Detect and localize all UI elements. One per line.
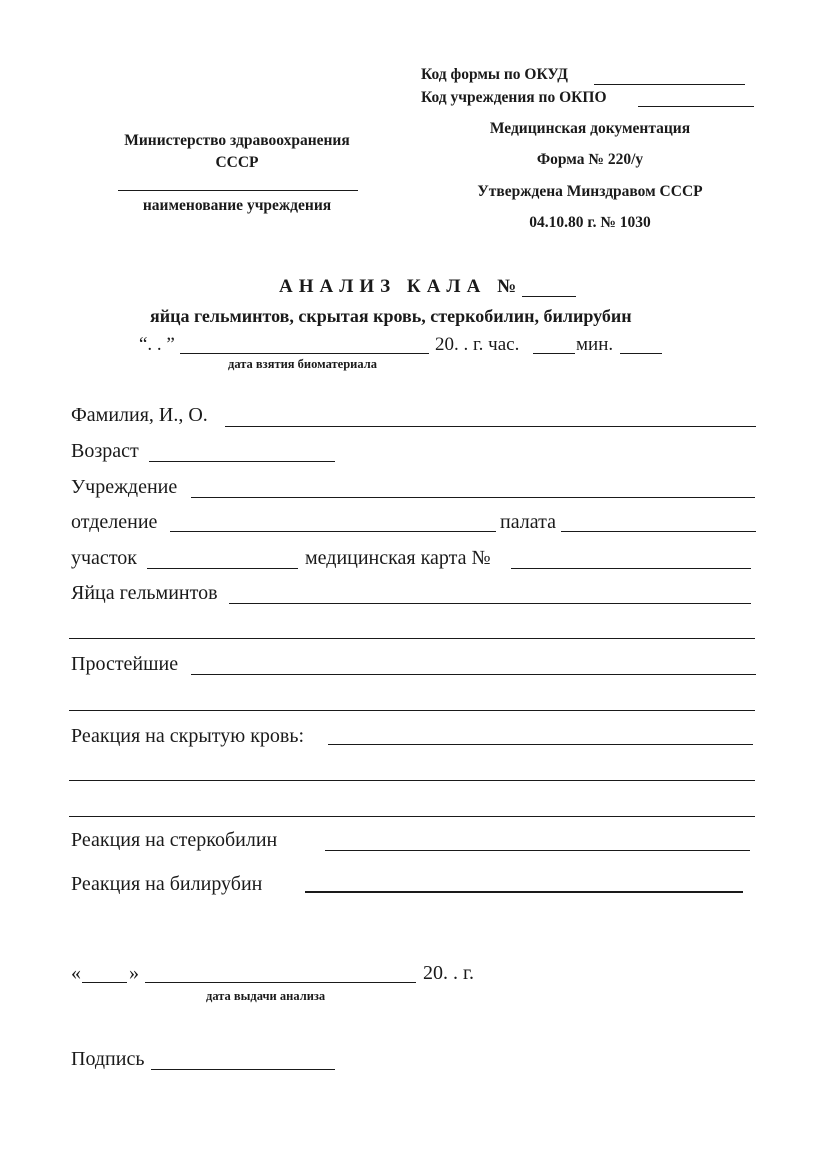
protozoa-field-line2[interactable]: [69, 710, 755, 711]
sample-minutes-field[interactable]: [620, 353, 662, 354]
signature-field[interactable]: [151, 1069, 335, 1070]
ministry-name-line2: СССР: [215, 154, 259, 171]
form-title: АНАЛИЗ КАЛА №: [279, 276, 523, 297]
medical-card-label: медицинская карта №: [305, 547, 491, 569]
helminth-eggs-field-line2[interactable]: [69, 638, 755, 639]
issue-date-close-quote: »: [129, 962, 139, 984]
department-label: отделение: [71, 511, 158, 533]
department-field[interactable]: [170, 531, 496, 532]
issue-date-field[interactable]: [145, 982, 416, 983]
helminth-eggs-field[interactable]: [229, 603, 751, 604]
institution-field[interactable]: [191, 497, 755, 498]
sample-minutes-label: мин.: [576, 334, 614, 355]
issue-day-field[interactable]: [82, 982, 127, 983]
protozoa-label: Простейшие: [71, 653, 179, 675]
issue-date-caption: дата выдачи анализа: [206, 989, 326, 1003]
ward-label: палата: [500, 511, 556, 533]
approval-date: 04.10.80 г. № 1030: [529, 214, 651, 231]
sample-date-caption: дата взятия биоматериала: [228, 357, 377, 371]
district-field[interactable]: [147, 568, 298, 569]
okud-code-field[interactable]: [594, 84, 745, 85]
surname-field[interactable]: [225, 426, 756, 427]
helminth-eggs-label: Яйца гельминтов: [71, 582, 218, 604]
protozoa-field[interactable]: [191, 674, 756, 675]
okpo-code-field[interactable]: [638, 106, 754, 107]
stercobilin-field[interactable]: [325, 850, 750, 851]
form-subtitle: яйца гельминтов, скрытая кровь, стеркобилин, билирубин: [150, 306, 632, 326]
doc-type-label: Медицинская документация: [489, 120, 691, 137]
okud-code-label: Код формы по ОКУД: [421, 66, 568, 83]
approval-authority: Утверждена Минздравом СССР: [477, 183, 703, 200]
institution-caption: наименование учреждения: [142, 197, 332, 214]
signature-label: Подпись: [71, 1048, 145, 1070]
surname-label: Фамилия, И., О.: [71, 404, 208, 426]
sample-hour-field[interactable]: [533, 353, 575, 354]
institution-name-field[interactable]: [118, 190, 358, 191]
age-field[interactable]: [149, 461, 335, 462]
occult-blood-field[interactable]: [328, 744, 753, 745]
stercobilin-label: Реакция на стеркобилин: [71, 829, 278, 851]
ministry-name-line1: Министерство здравоохранения: [124, 132, 350, 149]
age-label: Возраст: [71, 440, 139, 462]
form-number: Форма № 220/у: [536, 151, 644, 168]
sample-year-hour-label: 20. . г. час.: [435, 334, 520, 355]
medical-card-field[interactable]: [511, 568, 751, 569]
district-label: участок: [71, 547, 138, 569]
sample-date-field[interactable]: [180, 353, 429, 354]
issue-date-open-quote: «: [71, 962, 81, 984]
ward-field[interactable]: [561, 531, 756, 532]
bilirubin-label: Реакция на билирубин: [71, 873, 263, 895]
analysis-number-field[interactable]: [522, 296, 576, 297]
okpo-code-label: Код учреждения по ОКПО: [421, 89, 607, 106]
occult-blood-label: Реакция на скрытую кровь:: [71, 725, 305, 747]
issue-year-label: 20. . г.: [423, 962, 474, 984]
sample-date-quote: “. . ”: [139, 334, 175, 355]
occult-blood-field-line2[interactable]: [69, 780, 755, 781]
bilirubin-field[interactable]: [305, 891, 743, 893]
occult-blood-field-line3[interactable]: [69, 816, 755, 817]
institution-label: Учреждение: [71, 476, 178, 498]
